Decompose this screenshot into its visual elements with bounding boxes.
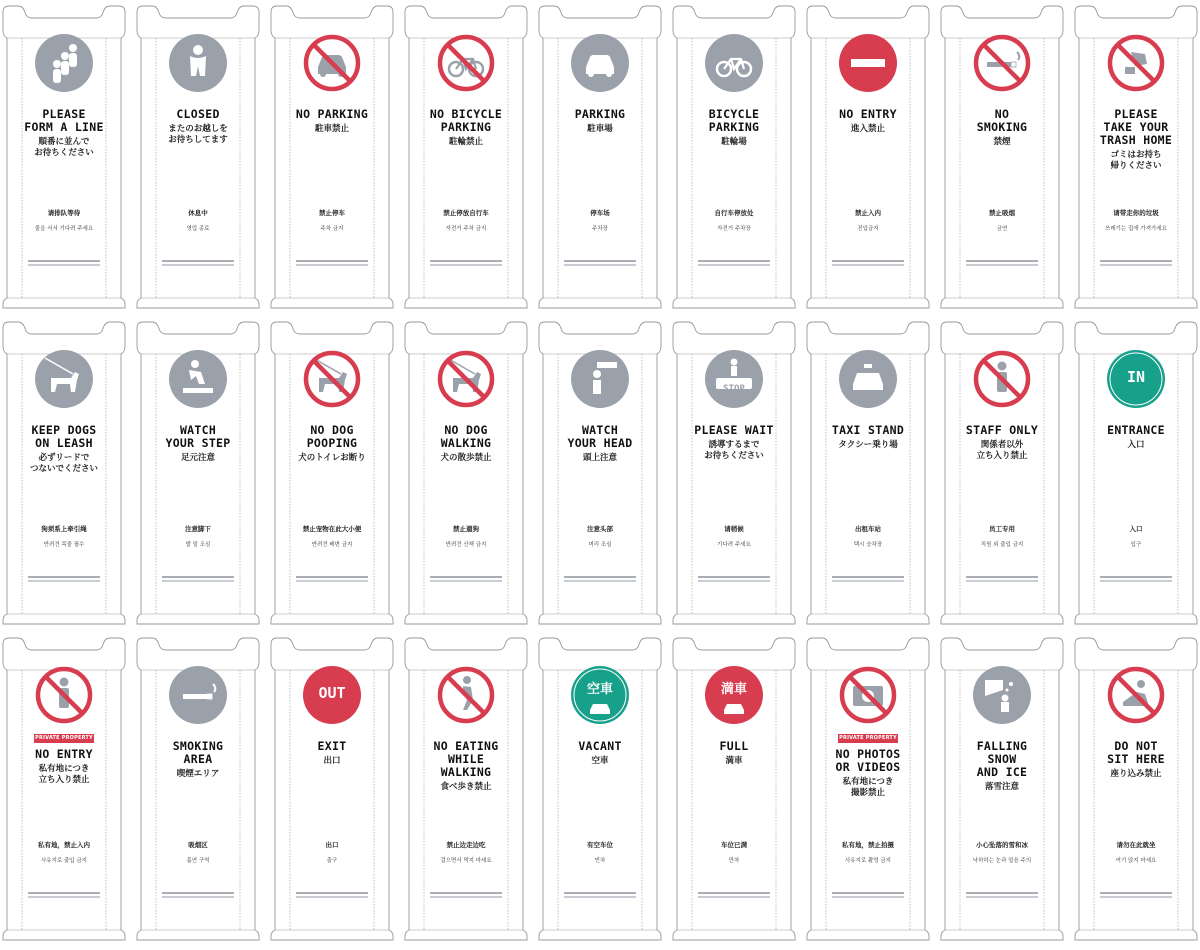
sign-stripe (832, 260, 904, 262)
sign-stripe (564, 576, 636, 578)
sign-stripe (564, 264, 636, 266)
sign-text-zh: 请勿在此就坐 (1116, 841, 1156, 849)
sign-card (402, 2, 530, 312)
sign-card (804, 318, 932, 628)
sign-card (268, 318, 396, 628)
sign-title-jp: 頭上注意 (582, 453, 617, 463)
staff-only-icon (973, 350, 1031, 408)
sign-title-jp: 入口 (1127, 440, 1145, 450)
sign-card (536, 318, 664, 628)
sign-text-ko: 택시 승차장 (853, 542, 883, 548)
sign-card (804, 634, 932, 944)
sign-text-ko: 주차 금지 (320, 226, 344, 232)
sign-stripe (966, 896, 1038, 898)
sign-stripe (698, 896, 770, 898)
sign-text-ko: 기다려 주세요 (717, 542, 751, 548)
sign-title (810, 108, 926, 135)
sign-stripe (832, 580, 904, 582)
sign-title-en: CLOSED (176, 107, 220, 121)
sign-title-jp: 必ずリードで つないでください (29, 453, 98, 474)
sign-stripe (430, 896, 502, 898)
sign-text-zh: 禁止停车 (319, 209, 345, 217)
sign-title (6, 424, 122, 475)
sign-text-ko: 흡연 구역 (186, 858, 210, 864)
sign-title (274, 108, 390, 135)
icon-label: IN (1126, 368, 1146, 386)
sign-stripe (28, 260, 100, 262)
sign-text-zh: 禁止吸烟 (989, 209, 1015, 217)
sign-text-ko: 진입금지 (857, 226, 879, 232)
sign-card (0, 634, 128, 944)
sign-stripe (832, 576, 904, 578)
sign-text-zh: 车位已满 (721, 841, 747, 849)
sign-stripe (296, 576, 368, 578)
sign-title-jp: 犬の散歩禁止 (440, 453, 492, 463)
sign-title-jp: 順番に並んで お待ちください (34, 137, 94, 158)
sign-stripe (162, 260, 234, 262)
person-tripping-icon (169, 350, 227, 408)
sign-title-jp: 私有地につき 立ち入り禁止 (38, 764, 90, 785)
sign-text-zh: 请带走你的垃圾 (1113, 209, 1159, 217)
sign-stripe (564, 892, 636, 894)
no-eating-walking-icon (437, 666, 495, 724)
private-property-badge: PRIVATE PROPERTY (839, 735, 897, 741)
sign-stripe (162, 892, 234, 894)
sign-text-ko: 출구 (326, 858, 338, 864)
car-icon (571, 34, 629, 92)
sign-title (274, 424, 390, 464)
sign-stripe (1100, 896, 1172, 898)
sign-title (944, 424, 1060, 462)
sign-card (134, 634, 262, 944)
sign-stripe (28, 896, 100, 898)
sign-stripe (296, 892, 368, 894)
sign-text-zh: 狗须系上牵引绳 (41, 525, 87, 533)
sign-text-ko: 걸으면서 먹지 마세요 (440, 858, 492, 864)
sign-text-ko: 반려견 목줄 필수 (43, 542, 85, 548)
sign-title (676, 108, 792, 148)
sign-text-zh: 出租车站 (855, 525, 881, 533)
sign-card (1072, 634, 1200, 944)
taxi-icon (839, 350, 897, 408)
sign-text-ko: 직원 외 출입 금지 (980, 542, 1024, 548)
stop-person-icon (705, 350, 763, 408)
sign-title (140, 740, 256, 780)
sign-text-zh: 注意脚下 (185, 525, 211, 533)
sign-title (1078, 424, 1194, 451)
sign-card (670, 2, 798, 312)
sign-title-en: PLEASE WAIT (694, 423, 774, 437)
sign-text-ko: 만차 (728, 858, 740, 864)
sign-stripe (296, 896, 368, 898)
sign-title-jp: ゴミはお持ち 帰りください (1110, 150, 1162, 171)
sign-stripe (162, 264, 234, 266)
no-entry-bar-icon (839, 34, 897, 92)
sign-title-en: NO DOG WALKING (440, 423, 492, 450)
sign-title (944, 108, 1060, 148)
no-smoking-icon (973, 34, 1031, 92)
sign-title-en: PARKING (574, 107, 626, 121)
sign-stripe (966, 260, 1038, 262)
no-bicycle-icon (437, 34, 495, 92)
sign-title-en: NO BICYCLE PARKING (429, 107, 503, 134)
sign-stripe (1100, 264, 1172, 266)
sign-stripe (966, 892, 1038, 894)
people-queue-icon (35, 34, 93, 92)
sign-card (938, 318, 1066, 628)
sign-text-ko: 반려견 산책 금지 (445, 542, 487, 548)
sign-text-ko: 빈차 (594, 858, 606, 864)
sign-text-zh: 私有地，禁止拍摄 (842, 841, 894, 849)
sign-stripe (162, 896, 234, 898)
sign-title-en: DO NOT SIT HERE (1107, 739, 1165, 766)
sign-title-jp: 満車 (725, 756, 743, 766)
sign-title (408, 108, 524, 148)
sign-text-zh: 出口 (325, 841, 339, 849)
sign-stripe (28, 580, 100, 582)
sign-title-jp: 空車 (591, 756, 609, 766)
sign-title (810, 424, 926, 451)
sign-text-zh: 禁止入内 (855, 209, 881, 217)
sign-title-en: SMOKING AREA (172, 739, 224, 766)
sign-title-en: NO EATING WHILE WALKING (433, 739, 499, 779)
sign-title (676, 740, 792, 767)
sign-title-en: VACANT (578, 739, 622, 753)
sign-stripe (28, 264, 100, 266)
sign-stripe (564, 580, 636, 582)
sign-title-en: ENTRANCE (1107, 423, 1165, 437)
sign-card (268, 2, 396, 312)
icon-label: 空車 (586, 682, 613, 697)
sign-text-zh: 休息中 (188, 209, 208, 217)
sign-title-jp: 禁煙 (993, 137, 1011, 147)
sign-stripe (430, 892, 502, 894)
sign-stripe (698, 892, 770, 894)
sign-text-ko: 쓰레기는 집에 가져가세요 (1105, 226, 1167, 232)
sign-text-ko: 사유지로 촬영 금지 (844, 858, 891, 864)
sign-stripe (564, 896, 636, 898)
sign-title-jp: またのお越しを お待ちしてます (168, 124, 228, 145)
sign-text-zh: 自行车停放处 (714, 209, 754, 217)
sign-card (0, 318, 128, 628)
icon-label: OUT (318, 684, 346, 702)
dog-on-leash-icon (35, 350, 93, 408)
sign-title-en: BICYCLE PARKING (708, 107, 760, 134)
sign-title (542, 108, 658, 135)
sign-title-jp: 駐輪禁止 (448, 137, 483, 147)
sign-title-en: NO PHOTOS OR VIDEOS (835, 747, 901, 774)
no-camera-icon (839, 666, 897, 724)
sign-text-zh: 吸烟区 (188, 841, 208, 849)
sign-title-jp: 私有地につき 撮影禁止 (842, 777, 894, 798)
sign-title-en: STAFF ONLY (965, 423, 1039, 437)
sign-card (1072, 2, 1200, 312)
sign-stripe (296, 580, 368, 582)
sign-title-en: EXIT (317, 739, 347, 753)
sign-text-zh: 禁止停放自行车 (443, 209, 489, 217)
sign-text-zh: 请排队等待 (47, 209, 81, 217)
sign-card (134, 2, 262, 312)
sign-stripe (832, 896, 904, 898)
sign-title-jp: 駐輪場 (721, 137, 747, 147)
cigarette-icon (169, 666, 227, 724)
sign-stripe (832, 264, 904, 266)
no-sitting-icon (1107, 666, 1165, 724)
sign-title (944, 740, 1060, 793)
sign-stripe (698, 260, 770, 262)
sign-stripe (832, 892, 904, 894)
sign-title-en: NO PARKING (295, 107, 369, 121)
sign-text-zh: 停车场 (590, 209, 610, 217)
sign-card (670, 634, 798, 944)
sign-text-zh: 员工专用 (989, 525, 1015, 533)
icon-label: 満車 (720, 682, 747, 697)
sign-stripe (28, 576, 100, 578)
no-parking-car-icon (303, 34, 361, 92)
sign-title (408, 424, 524, 464)
sign-title-jp: 駐車禁止 (314, 124, 349, 134)
sign-title-jp: タクシー乗り場 (838, 440, 898, 450)
sign-title (810, 748, 926, 799)
sign-stripe (698, 580, 770, 582)
sign-title-en: PLEASE FORM A LINE (24, 107, 104, 134)
sign-stripe (296, 260, 368, 262)
bicycle-icon (705, 34, 763, 92)
sign-card (938, 2, 1066, 312)
sign-card (938, 634, 1066, 944)
sign-title (274, 740, 390, 767)
sign-stripe (162, 576, 234, 578)
sign-title-en: NO SMOKING (976, 107, 1028, 134)
sign-card (268, 634, 396, 944)
sign-card (1072, 318, 1200, 628)
no-litter-icon (1107, 34, 1165, 92)
sign-title (6, 748, 122, 786)
sign-stripe (430, 264, 502, 266)
sign-title-en: NO DOG POOPING (306, 423, 358, 450)
sign-title-jp: 犬のトイレお断り (298, 453, 366, 463)
sign-card (536, 634, 664, 944)
sign-text-ko: 입구 (1130, 542, 1142, 548)
sign-text-zh: 禁止遛狗 (453, 525, 479, 533)
sign-title (676, 424, 792, 462)
sign-title-jp: 食べ歩き禁止 (440, 782, 492, 792)
sign-title-jp: 進入禁止 (850, 124, 885, 134)
sign-text-zh: 禁止宠物在此大小便 (302, 525, 362, 533)
sign-stripe (564, 260, 636, 262)
sign-stripe (162, 580, 234, 582)
sign-text-zh: 私有地，禁止入内 (38, 841, 90, 849)
sign-title-en: NO ENTRY (839, 107, 897, 121)
sign-title (140, 424, 256, 464)
sign-title-jp: 出口 (323, 756, 341, 766)
sign-card (134, 318, 262, 628)
sign-stripe (430, 576, 502, 578)
sign-title-en: TAXI STAND (831, 423, 905, 437)
sign-stripe (966, 264, 1038, 266)
sign-title (1078, 108, 1194, 172)
sign-title-en: NO ENTRY (35, 747, 93, 761)
person-bowing-icon (169, 34, 227, 92)
sign-title-jp: 喫煙エリア (176, 769, 220, 779)
sign-text-ko: 주차장 (592, 226, 608, 232)
sign-stripe (430, 260, 502, 262)
sign-stripe (28, 892, 100, 894)
sign-card (670, 318, 798, 628)
sign-stripe (1100, 576, 1172, 578)
sign-stripe (966, 580, 1038, 582)
sign-card (0, 2, 128, 312)
sign-text-ko: 자전거 주차장 (717, 226, 751, 232)
sign-text-ko: 금연 (996, 226, 1008, 232)
sign-title (408, 740, 524, 793)
sign-title-en: FULL (719, 739, 749, 753)
head-bump-icon (571, 350, 629, 408)
sign-text-ko: 발 밑 조심 (185, 542, 211, 548)
sign-text-ko: 사유지로 출입 금지 (40, 858, 87, 864)
sign-title (542, 424, 658, 464)
sign-card (804, 2, 932, 312)
sign-text-zh: 禁止边走边吃 (446, 841, 486, 849)
no-dog-pooping-icon (303, 350, 361, 408)
sign-stripe (296, 264, 368, 266)
sign-text-zh: 入口 (1129, 525, 1143, 533)
sign-text-zh: 小心坠落的雪和冰 (976, 841, 1028, 849)
icon-label: STOP (723, 384, 745, 394)
sign-text-ko: 머리 조심 (588, 542, 612, 548)
sign-text-ko: 반려견 배변 금지 (311, 542, 353, 548)
sign-card (536, 2, 664, 312)
sign-stripe (698, 576, 770, 578)
private-property-badge: PRIVATE PROPERTY (35, 735, 93, 741)
sign-text-ko: 여기 앉지 마세요 (1115, 858, 1157, 864)
falling-snow-icon (973, 666, 1031, 724)
sign-card (402, 634, 530, 944)
sign-text-ko: 낙하하는 눈과 얼음 주의 (972, 858, 1032, 864)
sign-title-jp: 落雪注意 (984, 782, 1019, 792)
sign-title-en: WATCH YOUR STEP (165, 423, 231, 450)
sign-stripe (1100, 580, 1172, 582)
sign-title-en: FALLING SNOW AND ICE (976, 739, 1028, 779)
sign-text-zh: 请稍候 (724, 525, 744, 533)
sign-title-jp: 座り込み禁止 (1110, 769, 1162, 779)
sign-title (1078, 740, 1194, 780)
sign-text-ko: 영업 종료 (186, 226, 210, 232)
sign-stripe (698, 264, 770, 266)
sign-title-jp: 駐車場 (587, 124, 613, 134)
sign-title (542, 740, 658, 767)
sign-title-jp: 足元注意 (180, 453, 215, 463)
sign-text-ko: 자전거 주차 금지 (445, 226, 487, 232)
sign-text-ko: 줄을 서서 기다려 주세요 (34, 226, 94, 232)
sign-text-zh: 注意头部 (587, 525, 613, 533)
sign-text-zh: 有空车位 (587, 841, 613, 849)
sign-title-en: WATCH YOUR HEAD (567, 423, 633, 450)
sign-title-en: PLEASE TAKE YOUR TRASH HOME (1099, 107, 1173, 147)
sign-title (140, 108, 256, 146)
sign-stripe (966, 576, 1038, 578)
sign-title-jp: 誘導するまで お待ちください (704, 440, 764, 461)
sign-title-jp: 関係者以外 立ち入り禁止 (976, 440, 1028, 461)
sign-stripe (1100, 892, 1172, 894)
private-no-entry-icon (35, 666, 93, 724)
sign-stripe (1100, 260, 1172, 262)
sign-title (6, 108, 122, 159)
sign-card (402, 318, 530, 628)
sign-stripe (430, 580, 502, 582)
sign-title-en: KEEP DOGS ON LEASH (31, 423, 97, 450)
no-dog-walking-icon (437, 350, 495, 408)
